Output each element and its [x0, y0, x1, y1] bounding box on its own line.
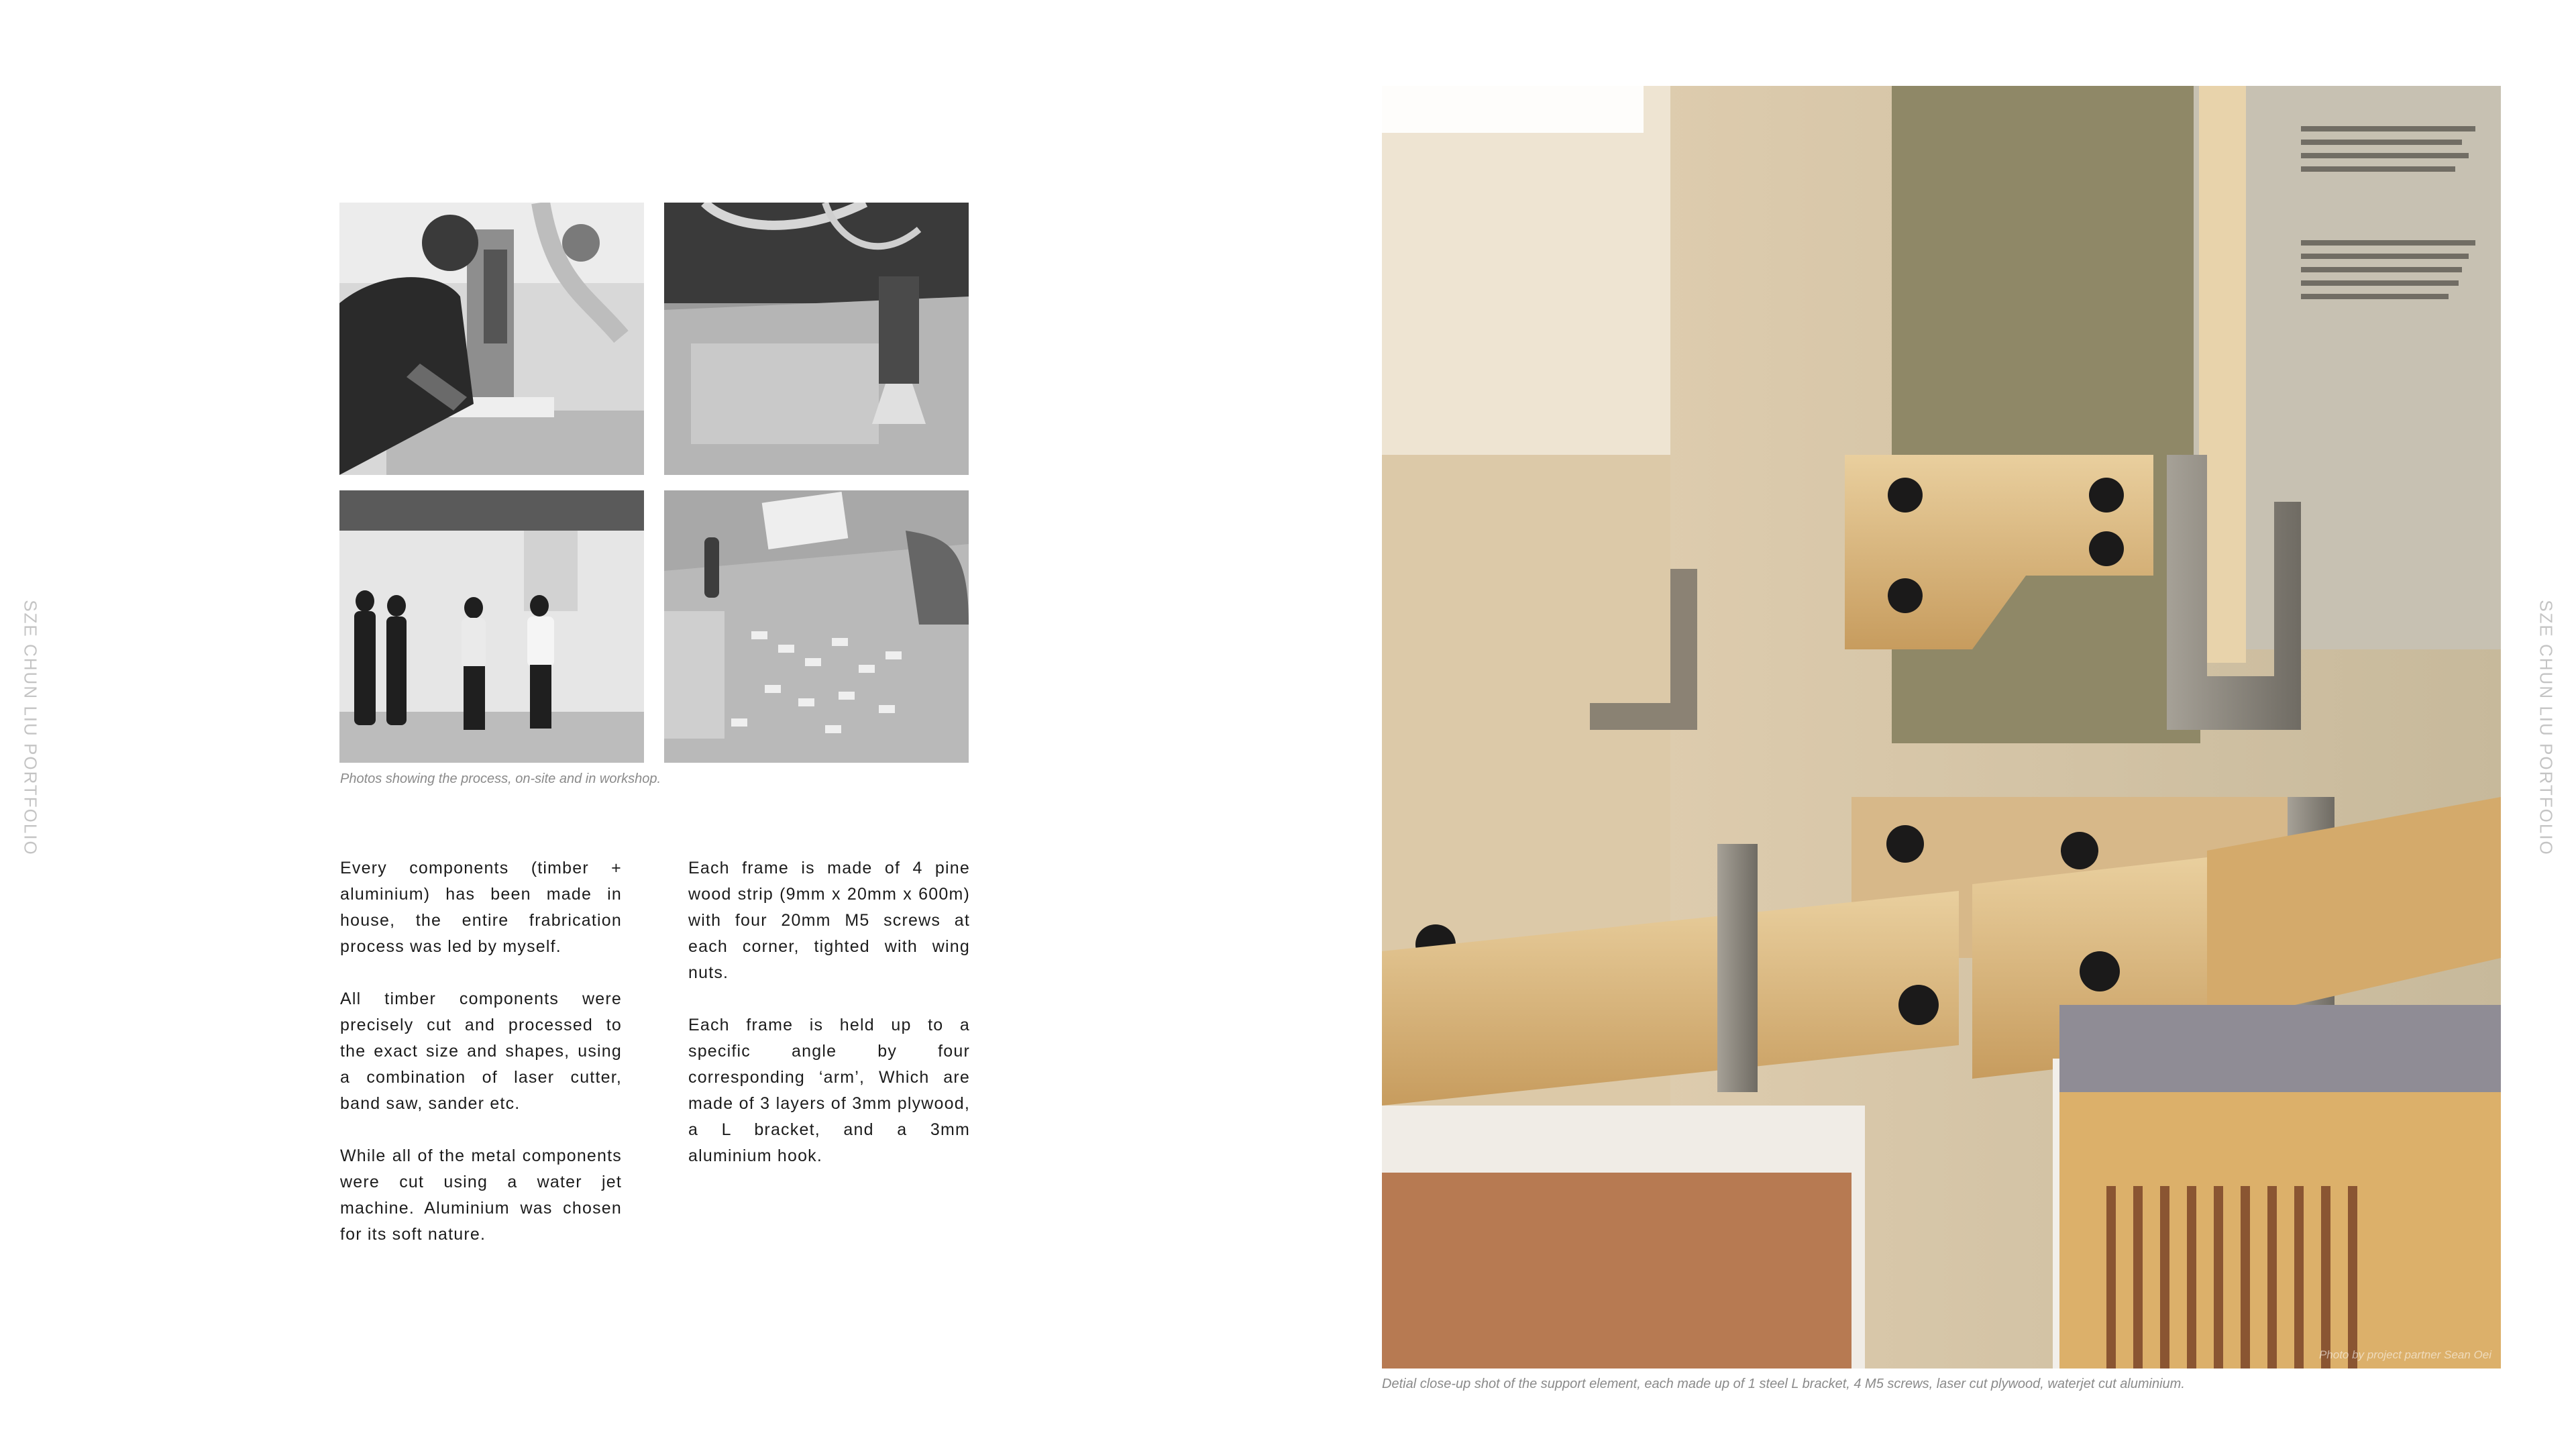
fabrication-text-column — [340, 855, 622, 1274]
workbench-components-photo — [664, 490, 969, 763]
frame-construction-text-column — [688, 855, 970, 1195]
detail-photo-caption: Detial close-up shot of the support element, each made up of 1 steel L bracket, 4 M5 screws, laser cut plywood, waterjet cut aluminium. — [1382, 1377, 2185, 1391]
paragraph: Each frame is made of 4 pine wood strip (9mm x 20mm x 600m) with four 20mm M5 screws at each corner, tighted with wing nuts. — [688, 859, 970, 982]
paragraph: Every components (timber + aluminium) has been made in house, the entire frabrication process was led by myself. — [340, 859, 622, 956]
process-photos-caption: Photos showing the process, on-site and in workshop. — [340, 771, 661, 786]
support-element-detail-photo — [1382, 86, 2501, 1368]
photo-credit: Photo by project partner Sean Oei — [2318, 1348, 2491, 1361]
portfolio-side-label-right: SZE CHUN LIU PORTFOLIO — [2536, 600, 2557, 856]
portfolio-side-label-left: SZE CHUN LIU PORTFOLIO — [20, 600, 41, 856]
paragraph: While all of the metal components were cut using a water jet machine. Aluminium was chosen for its soft nature. — [340, 1146, 622, 1244]
paragraph: All timber components were precisely cut and processed to the exact size and shapes, using a combination of laser cutter, band saw, sander etc. — [340, 989, 622, 1113]
paragraph: Each frame is held up to a specific angle by four corresponding ‘arm’, Which are made of 3 layers of 3mm plywood, a L bracket, and a 3mm aluminium hook. — [688, 1016, 970, 1165]
water-jet-machine-photo — [664, 203, 969, 475]
on-site-team-photo — [339, 490, 644, 763]
workshop-drill-press-photo — [339, 203, 644, 475]
